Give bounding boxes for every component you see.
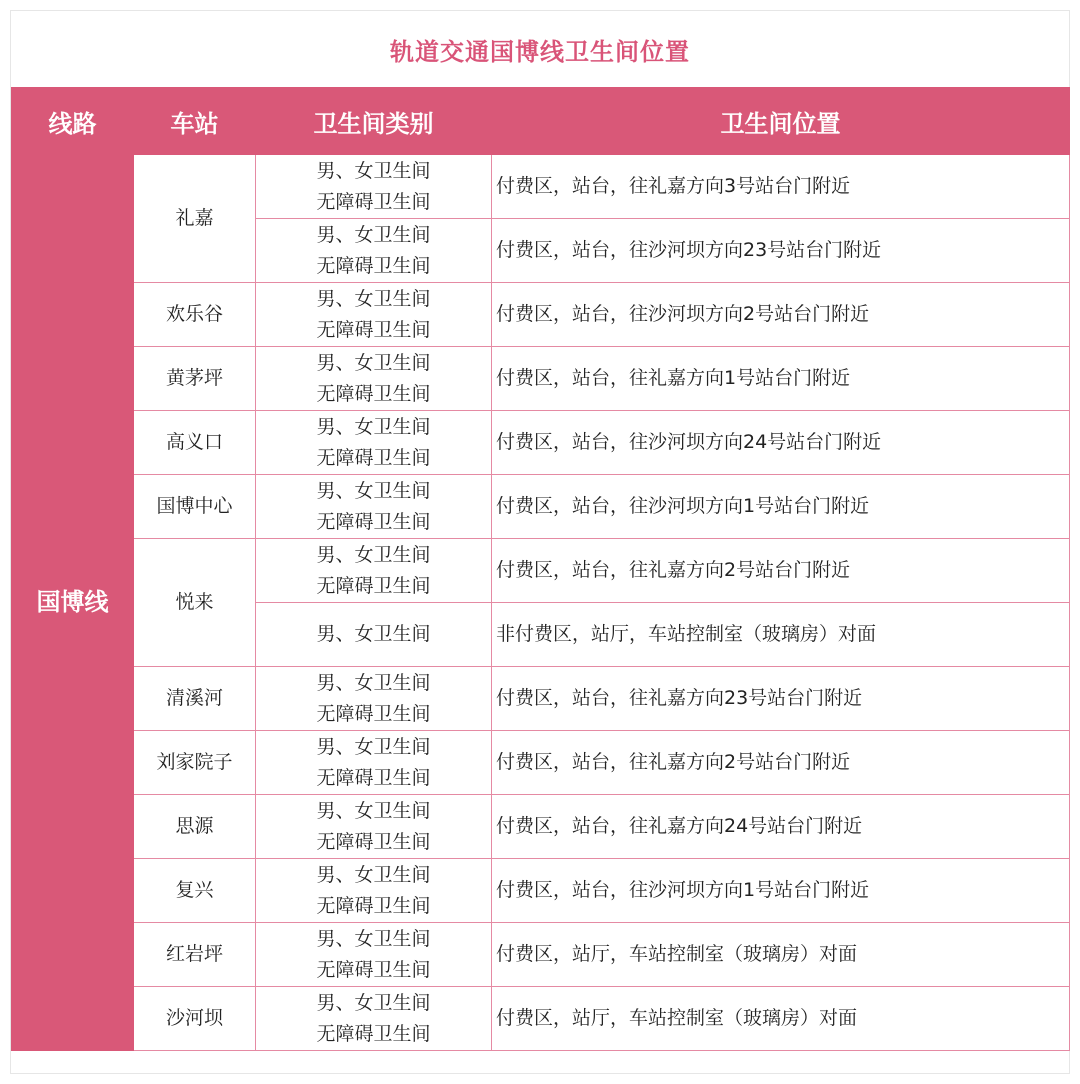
station-cell: 欢乐谷 bbox=[134, 283, 256, 347]
type-line-2: 无障碍卫生间 bbox=[316, 1022, 431, 1045]
table-row bbox=[12, 795, 1070, 859]
table-row bbox=[12, 347, 1070, 411]
location-cell: 付费区，站台，往礼嘉方向2号站台门附近 bbox=[492, 731, 1070, 795]
type-line-2: 无障碍卫生间 bbox=[316, 830, 431, 853]
location-cell: 付费区，站厅，车站控制室（玻璃房）对面 bbox=[492, 987, 1070, 1051]
restroom-type-cell bbox=[256, 539, 492, 603]
location-cell: 付费区，站台，往沙河坝方向1号站台门附近 bbox=[492, 859, 1070, 923]
type-line-1: 男、女卫生间 bbox=[316, 351, 431, 374]
line-name-cell: 国博线 bbox=[12, 155, 134, 1051]
type-line-1: 男、女卫生间 bbox=[316, 623, 431, 645]
type-line-1: 男、女卫生间 bbox=[316, 799, 431, 822]
location-cell: 付费区，站台，往沙河坝方向23号站台门附近 bbox=[492, 219, 1070, 283]
type-line-1: 男、女卫生间 bbox=[316, 991, 431, 1014]
restroom-type-cell bbox=[256, 411, 492, 475]
restroom-type-cell bbox=[256, 859, 492, 923]
location-cell: 非付费区，站厅，车站控制室（玻璃房）对面 bbox=[492, 603, 1070, 667]
station-cell: 国博中心 bbox=[134, 475, 256, 539]
type-line-1: 男、女卫生间 bbox=[316, 287, 431, 310]
table-row bbox=[12, 283, 1070, 347]
table-row bbox=[12, 923, 1070, 987]
station-cell: 思源 bbox=[134, 795, 256, 859]
table-row bbox=[12, 155, 1070, 219]
type-line-2: 无障碍卫生间 bbox=[316, 254, 431, 277]
location-cell: 付费区，站台，往礼嘉方向3号站台门附近 bbox=[492, 155, 1070, 219]
station-cell: 沙河坝 bbox=[134, 987, 256, 1051]
station-cell: 黄茅坪 bbox=[134, 347, 256, 411]
station-cell: 高义口 bbox=[134, 411, 256, 475]
type-line-1: 男、女卫生间 bbox=[316, 223, 431, 246]
header-row bbox=[12, 88, 1070, 155]
table-row bbox=[12, 987, 1070, 1051]
restroom-type-cell bbox=[256, 731, 492, 795]
type-line-2: 无障碍卫生间 bbox=[316, 190, 431, 213]
header-type: 卫生间类别 bbox=[256, 88, 492, 155]
location-cell: 付费区，站台，往沙河坝方向1号站台门附近 bbox=[492, 475, 1070, 539]
restroom-type-cell bbox=[256, 347, 492, 411]
header-location: 卫生间位置 bbox=[492, 88, 1070, 155]
table-row bbox=[12, 667, 1070, 731]
restroom-type-cell bbox=[256, 603, 492, 667]
table-row bbox=[12, 411, 1070, 475]
station-cell: 清溪河 bbox=[134, 667, 256, 731]
table-frame bbox=[10, 10, 1070, 1074]
type-line-2: 无障碍卫生间 bbox=[316, 318, 431, 341]
table-row bbox=[12, 475, 1070, 539]
type-line-1: 男、女卫生间 bbox=[316, 671, 431, 694]
station-cell: 礼嘉 bbox=[134, 155, 256, 283]
table-row bbox=[12, 731, 1070, 795]
restroom-type-cell bbox=[256, 987, 492, 1051]
type-line-1: 男、女卫生间 bbox=[316, 863, 431, 886]
location-cell: 付费区，站台，往礼嘉方向24号站台门附近 bbox=[492, 795, 1070, 859]
station-cell: 悦来 bbox=[134, 539, 256, 667]
type-line-2: 无障碍卫生间 bbox=[316, 894, 431, 917]
station-cell: 红岩坪 bbox=[134, 923, 256, 987]
station-cell: 刘家院子 bbox=[134, 731, 256, 795]
restroom-type-cell bbox=[256, 283, 492, 347]
type-line-2: 无障碍卫生间 bbox=[316, 382, 431, 405]
station-cell: 复兴 bbox=[134, 859, 256, 923]
location-cell: 付费区，站台，往沙河坝方向2号站台门附近 bbox=[492, 283, 1070, 347]
type-line-1: 男、女卫生间 bbox=[316, 735, 431, 758]
restroom-type-cell bbox=[256, 155, 492, 219]
table-row bbox=[12, 859, 1070, 923]
header-station: 车站 bbox=[134, 88, 256, 155]
type-line-1: 男、女卫生间 bbox=[316, 159, 431, 182]
type-line-2: 无障碍卫生间 bbox=[316, 958, 431, 981]
type-line-2: 无障碍卫生间 bbox=[316, 702, 431, 725]
restroom-type-cell bbox=[256, 923, 492, 987]
type-line-1: 男、女卫生间 bbox=[316, 543, 431, 566]
restroom-type-cell bbox=[256, 219, 492, 283]
location-cell: 付费区，站台，往沙河坝方向24号站台门附近 bbox=[492, 411, 1070, 475]
location-cell: 付费区，站台，往礼嘉方向2号站台门附近 bbox=[492, 539, 1070, 603]
page-title: 轨道交通国博线卫生间位置 bbox=[390, 37, 690, 66]
location-cell: 付费区，站台，往礼嘉方向23号站台门附近 bbox=[492, 667, 1070, 731]
type-line-2: 无障碍卫生间 bbox=[316, 446, 431, 469]
type-line-1: 男、女卫生间 bbox=[316, 479, 431, 502]
header-line: 线路 bbox=[12, 88, 134, 155]
restroom-type-cell bbox=[256, 795, 492, 859]
type-line-2: 无障碍卫生间 bbox=[316, 766, 431, 789]
restroom-type-cell bbox=[256, 475, 492, 539]
restroom-type-cell bbox=[256, 667, 492, 731]
restroom-table bbox=[11, 87, 1070, 1051]
type-line-1: 男、女卫生间 bbox=[316, 415, 431, 438]
location-cell: 付费区，站台，往礼嘉方向1号站台门附近 bbox=[492, 347, 1070, 411]
table-row bbox=[12, 539, 1070, 603]
location-cell: 付费区，站厅，车站控制室（玻璃房）对面 bbox=[492, 923, 1070, 987]
type-line-1: 男、女卫生间 bbox=[316, 927, 431, 950]
type-line-2: 无障碍卫生间 bbox=[316, 574, 431, 597]
type-line-2: 无障碍卫生间 bbox=[316, 510, 431, 533]
